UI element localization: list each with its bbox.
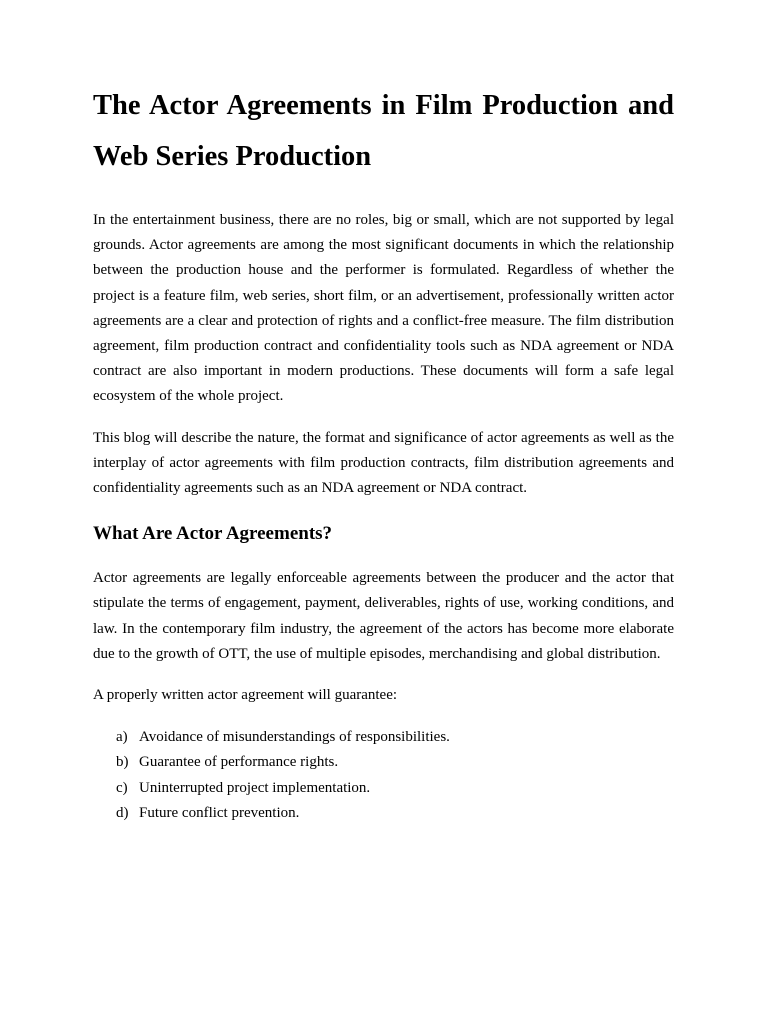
list-item-marker: d) — [116, 804, 129, 821]
list-item-text: Guarantee of performance rights. — [139, 754, 339, 771]
list-item-marker: b) — [116, 754, 129, 771]
list-item — [93, 776, 674, 801]
list-item-text: Future conflict prevention. — [139, 804, 300, 821]
list-item-text: Avoidance of misunderstandings of responsibilities. — [139, 729, 450, 746]
document-page — [93, 80, 674, 826]
intro-paragraph: In the entertainment business, there are no roles, big or small, which are not supported by legal grounds. Actor agreements are among the most significant documents in which the relationship between the production house and the performer is formulated. Regardless of whether the project is a feature film, web series, short film, or an advertisement, professionally written actor agreements are a clear and protection of rights and a conflict-free measure. The film distribution agreement, film production contract and confidentiality tools such as NDA agreement or NDA contract are also important in modern productions. These documents will form a safe legal ecosystem of the whole project. — [93, 212, 674, 405]
list-item — [93, 725, 674, 750]
list-item — [93, 801, 674, 826]
guarantee-list — [93, 725, 674, 826]
list-item-marker: c) — [116, 779, 128, 796]
list-item-marker: a) — [116, 729, 128, 746]
page-title: The Actor Agreements in Film Production and Web Series Production — [93, 90, 674, 172]
blog-description-paragraph: This blog will describe the nature, the format and significance of actor agreements as well as the interplay of actor agreements with film production contracts, film distribution agreements and confidentiality agreements such as an NDA agreement or NDA contract. — [93, 429, 674, 497]
guarantee-lead-paragraph: A properly written actor agreement will guarantee: — [93, 687, 398, 704]
list-item — [93, 750, 674, 775]
section-heading-actor-agreements: What Are Actor Agreements? — [93, 523, 333, 545]
actor-agreements-definition-paragraph: Actor agreements are legally enforceable agreements between the producer and the actor that stipulate the terms of engagement, payment, deliverables, rights of use, working conditions, and law. In the contemporary film industry, the agreement of the actors has become more elaborate due to the growth of OTT, the use of multiple episodes, merchandising and global distribution. — [93, 570, 674, 662]
list-item-text: Uninterrupted project implementation. — [139, 779, 371, 796]
